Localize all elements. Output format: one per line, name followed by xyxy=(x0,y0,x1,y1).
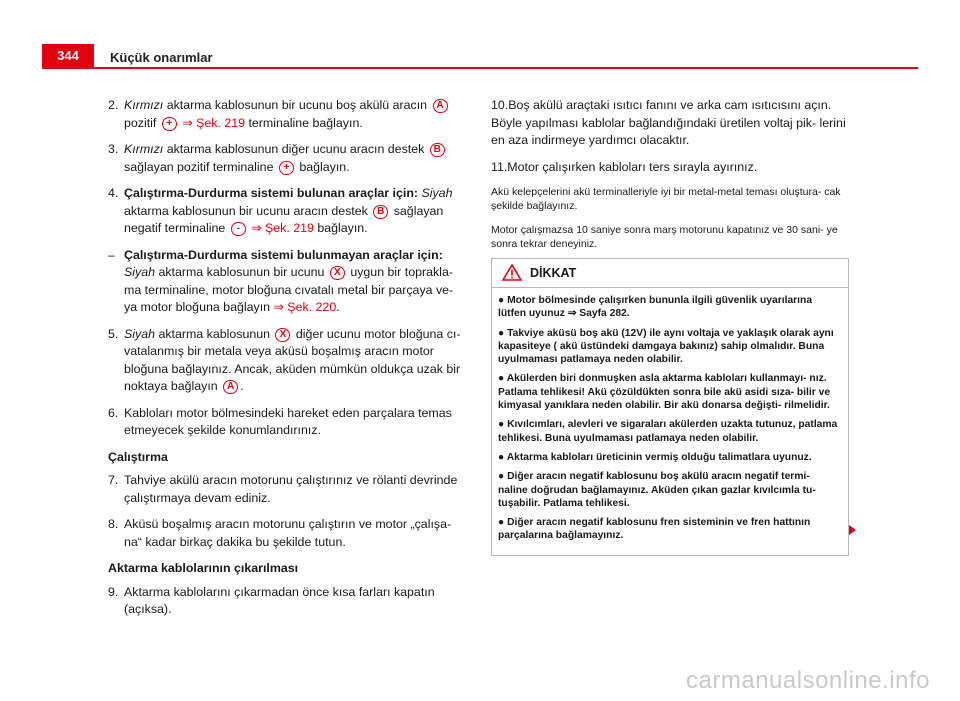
text: aktarma kablosunun bir ucunu aracın destek xyxy=(124,203,372,218)
step-number: 3. xyxy=(108,142,119,156)
step-9 xyxy=(108,584,468,619)
step-7 xyxy=(108,472,468,507)
figure-link[interactable]: ⇒ Şek. 219 xyxy=(178,115,245,130)
text: . xyxy=(240,379,244,393)
warning-item: ● Diğer aracın negatif kablosunu fren sisteminin ve fren hattının parçalarına bağlamayınız. xyxy=(498,517,811,542)
bold-text: Çalıştırma-Durdurma sistemi bulunan araçlar için: xyxy=(124,186,419,200)
warning-item: ● Kıvılcımları, alevleri ve sigaraları akülerden uzakta tutunuz, patlama tehlikesi. Buna uyulmaması patlamaya neden olabilir. xyxy=(498,419,838,444)
left-column xyxy=(108,97,468,628)
warning-icon xyxy=(502,264,522,281)
warning-item: ● Akülerden biri donmuşken asla aktarma kabloları kullanmayı- nız. Patlama tehlikesi! Akü çözüldükten sonra bile akü asidi sıza- bilir ve kimyasal yanıklara neden olabilir. Bir akü donarsa değişti- rilmelidir. xyxy=(498,373,831,412)
callout-badge: A xyxy=(433,99,448,113)
step-number: 4. xyxy=(108,186,119,200)
text: diğer ucunu motor bloğuna cı- vatalanmış bir metala veya aküsü boşalmış aracın motor bloğuna bağlayınız. Ancak, aküden mümkün oldukça uzak bir noktaya bağlayın xyxy=(124,326,461,393)
step-number: 9. xyxy=(108,584,119,599)
text: Aktarma kablolarını çıkarmadan önce kısa farları kapatın (açıksa). xyxy=(124,584,435,616)
right-column xyxy=(491,97,851,261)
text: sağlayan pozitif terminaline xyxy=(124,159,277,174)
step-4 xyxy=(108,185,468,238)
text: aktarma kablosunun bir ucunu boş akülü aracın xyxy=(163,98,431,112)
bold-text: Çalıştırma-Durdurma sistemi bulunmayan araçlar için: xyxy=(124,247,443,262)
callout-badge: B xyxy=(373,205,388,219)
watermark-footer: carmanualsonline.info xyxy=(686,667,930,694)
text: Kırmızı xyxy=(124,142,164,156)
note: Motor çalışmazsa 10 saniye sonra marş motorunu kapatınız ve 30 sani- ye sonra tekrar deneyiniz. xyxy=(491,224,838,250)
page-number: 344 xyxy=(42,44,94,68)
warning-item: ● Motor bölmesinde çalışırken bununla ilgili güvenlik uyarılarına lütfen uyunuz ⇒ Sayfa 282. xyxy=(498,295,813,320)
callout-badge: A xyxy=(223,380,238,394)
step-10: 10.Boş akülü araçtaki ısıtıcı fanını ve arka cam ısıtıcısını açın. Böyle yapılması kablolar bağlandığındaki üretilen voltaj pik- lerini en aza indirmeye yardımcı olacaktır. xyxy=(491,98,846,147)
minus-badge: - xyxy=(231,222,246,236)
plus-badge: + xyxy=(162,117,177,131)
warning-body xyxy=(492,288,848,555)
step-number: 2. xyxy=(108,98,119,112)
figure-link[interactable]: ⇒ Şek. 220 xyxy=(273,300,337,314)
text: aktarma kablosunun bir ucunu xyxy=(155,265,328,279)
continue-arrow-icon xyxy=(849,525,856,535)
step-2 xyxy=(108,97,468,132)
step-6 xyxy=(108,405,468,440)
text: Kabloları motor bölmesindeki hareket eden parçalara temas etmeyecek şekilde konumlandırınız. xyxy=(124,405,452,437)
step-number: 5. xyxy=(108,326,119,341)
text: Aküsü boşalmış aracın motorunu çalıştırın ve motor „çalışa- na“ kadar birkaç dakika bu şekilde tutun. xyxy=(124,517,452,549)
text: pozitif xyxy=(124,115,160,130)
warning-box xyxy=(491,258,849,556)
warning-header xyxy=(492,259,848,288)
warning-title: DİKKAT xyxy=(530,266,577,280)
text: sağlayan negatif terminaline xyxy=(124,203,444,235)
callout-badge: X xyxy=(330,266,345,280)
figure-link[interactable]: ⇒ Şek. 219 xyxy=(247,221,314,235)
step-8 xyxy=(108,516,468,551)
warning-item: ● Takviye aküsü boş akü (12V) ile aynı voltaja ve yaklaşık olarak aynı kapasiteye ( akü üstündeki damgaya bakınız) sahip olmalıdır. Buna uyulmaması patlamaya neden olabilir. xyxy=(498,327,834,366)
step-5 xyxy=(108,326,468,396)
callout-badge: B xyxy=(430,143,445,157)
text: aktarma kablosunun diğer ucunu aracın destek xyxy=(163,142,428,156)
text: Siyah xyxy=(124,265,155,279)
plus-badge: + xyxy=(279,161,294,175)
step-number: – xyxy=(108,247,115,262)
text: Siyah xyxy=(418,186,453,200)
warning-item: ● Diğer aracın negatif kablosunu boş akülü aracın negatif termi- naline doğrudan bağlamayınız. Aküden çıkan gazlar kıvılcımla tu- tuşabilir. Patlama tehlikesi. xyxy=(498,471,816,509)
section-heading: Çalıştırma xyxy=(108,449,168,464)
note: Akü kelepçelerini akü terminalleriyle iyi bir metal-metal teması oluştura- cak şekilde bağlayınız. xyxy=(491,186,841,212)
step-number: 8. xyxy=(108,517,119,531)
text: uygun bir toprakla- ma terminaline, motor bloğuna cıvatalı metal bir parçaya ve- ya motor bloğuna bağlayın xyxy=(124,265,454,314)
callout-badge: X xyxy=(275,328,290,342)
text: terminaline bağlayın. xyxy=(245,115,363,130)
text: Siyah xyxy=(124,326,155,341)
warning-item: ● Aktarma kabloları üreticinin vermiş olduğu talimatlara uyunuz. xyxy=(498,451,812,463)
text: . xyxy=(336,300,340,314)
text: bağlayın. xyxy=(313,221,368,235)
step-dash xyxy=(108,247,468,317)
text: Kırmızı xyxy=(124,98,164,112)
step-3 xyxy=(108,141,468,176)
step-11: 11.Motor çalışırken kabloları ters sırayla ayırınız. xyxy=(491,159,758,174)
header-rule xyxy=(42,67,918,69)
text: bağlayın. xyxy=(295,159,350,174)
text: Tahviye akülü aracın motorunu çalıştırınız ve rölanti devrinde çalıştırmaya devam ediniz. xyxy=(124,473,458,505)
step-number: 6. xyxy=(108,405,119,420)
text: aktarma kablosunun xyxy=(155,326,274,341)
step-number: 7. xyxy=(108,473,119,487)
chapter-title: Küçük onarımlar xyxy=(110,50,213,65)
section-heading: Aktarma kablolarının çıkarılması xyxy=(108,561,299,575)
